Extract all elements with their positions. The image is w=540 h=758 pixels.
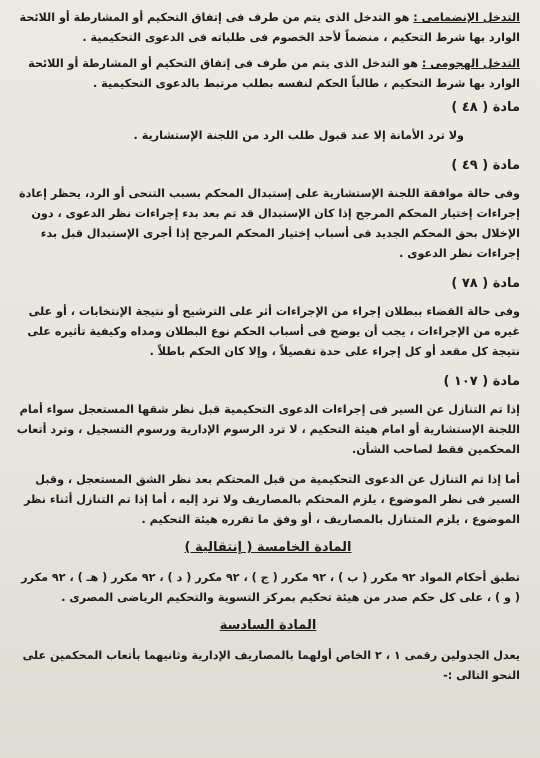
article-48-heading: مادة ( ٤٨ ) bbox=[451, 100, 520, 115]
text-offensive-intervention: هو التدخل الذى يتم من طرف فى إتفاق التحكيم أو المشارطة أو اللائحة الوارد بها شرط التحكيم ، طالباً الحكم لنفسه بطلب مرتبط بالدعوى التحكيمية . bbox=[28, 57, 520, 90]
article-49-text: وفى حالة موافقة اللجنة الإستشارية على إستبدال المحكم بسبب التنحى أو الرد، يحظر إعادة إجراءات إختيار المحكم المرجح إذا كان الإستبدال قد تم بعد بدء إجراءات نظر الدعوى ، دون الإخلال بحق المحكم الجديد فى أسباب إختيار المحكم المرجح إذا أجرى الإستبدال قبل بدء إجراءات نظر الدعوى . bbox=[18, 187, 520, 260]
article-107-heading: مادة ( ١٠٧ ) bbox=[443, 374, 520, 389]
article-107-text-a: إذا تم التنازل عن السير فى إجراءات الدعوى التحكيمية قبل نظر شقها المستعجل سواء أمام اللجنة الإستشارية أو امام هيئة التحكيم ، لا ترد الرسوم الإدارية ورسوم التسجيل ، وترد أتعاب المحكمين فقط لصاحب الشأن. bbox=[16, 403, 520, 456]
article-49-heading: مادة ( ٤٩ ) bbox=[451, 158, 520, 173]
article-5-text: تطبق أحكام المواد ٩٢ مكرر ( ب ) ، ٩٢ مكرر ( ج ) ، ٩٢ مكرر ( د ) ، ٩٢ مكرر ( هـ ) ، ٩٢ مكرر ( و ) ، على كل حكم صدر من هيئة تحكيم بمركز التسوية والتحكيم الرياضى المصرى . bbox=[21, 571, 520, 604]
term-joining-intervention: التدخل الإنضمامى : bbox=[413, 11, 520, 24]
article-48-text: ولا ترد الأمانة إلا عند قبول طلب الرد من اللجنة الإستشارية . bbox=[133, 129, 464, 142]
article-5-title: المادة الخامسة ( إنتقالية ) bbox=[184, 540, 352, 555]
article-6-title: المادة السادسة bbox=[219, 618, 317, 633]
text-joining-intervention: هو التدخل الذى يتم من طرف فى إتفاق التحكيم أو المشارطة أو اللائحة الوارد بها شرط التحكيم ، منضماً لأحد الخصوم فى طلباته فى الدعوى التحكيمية . bbox=[19, 11, 520, 44]
term-offensive-intervention: التدخل الهجومى : bbox=[421, 57, 520, 70]
article-78-text: وفى حالة القضاء ببطلان إجراء من الإجراءات أثر على الترشيح أو نتيجة الإنتخابات ، أو على غيره من الإجراءات ، يجب أن يوضح فى أسباب الحكم نوع البطلان ومداه وكيفية تأثيره على نتيجة كل مقعد أو كل إجراء على حدة تفصيلاً ، وإلا كان الحكم باطلاً . bbox=[27, 305, 520, 358]
paragraph-intervention-offensive bbox=[16, 54, 520, 94]
article-78-heading: مادة ( ٧٨ ) bbox=[451, 276, 520, 291]
article-107-text-b: أما إذا تم التنازل عن الدعوى التحكيمية من قبل المحتكم بعد نظر الشق المستعجل ، وقبل السير فى نظر الموضوع ، يلزم المحتكم بالمصاريف ولا ترد إليه ، أما إذا تم التنازل أثناء نظر الموضوع ، يلزم المتنازل بالمصاريف ، أو وفق ما تقرره هيئة التحكيم . bbox=[23, 473, 520, 526]
paragraph-intervention-joining bbox=[16, 8, 520, 48]
article-6-text: يعدل الجدولين رقمى ١ ، ٢ الخاص أولهما بالمصاريف الإدارية وثانيهما بأتعاب المحكمين على النحو التالى :- bbox=[22, 649, 520, 682]
